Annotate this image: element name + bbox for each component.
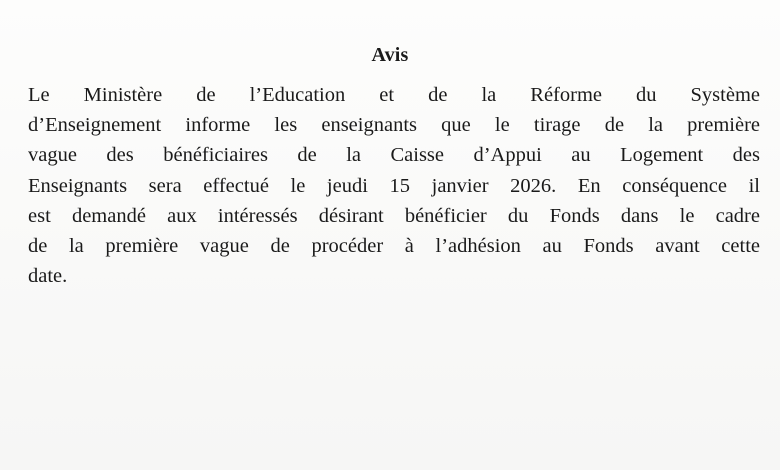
notice-body — [28, 80, 760, 291]
notice-line: vague des bénéficiaires de la Caisse d’Appui au Logement des — [28, 144, 760, 167]
notice-line: date. — [28, 265, 68, 288]
notice-line: d’Enseignement informe les enseignants que le tirage de la première — [28, 114, 760, 137]
notice-line: Enseignants sera effectué le jeudi 15 janvier 2026. En conséquence il — [28, 174, 760, 197]
notice-line: est demandé aux intéressés désirant bénéficier du Fonds dans le cadre — [28, 204, 760, 227]
notice-title: Avis — [371, 44, 409, 66]
notice-line: Le Ministère de l’Education et de la Réforme du Système — [28, 84, 760, 106]
notice-line: de la première vague de procéder à l’adhésion au Fonds avant cette — [28, 235, 760, 258]
